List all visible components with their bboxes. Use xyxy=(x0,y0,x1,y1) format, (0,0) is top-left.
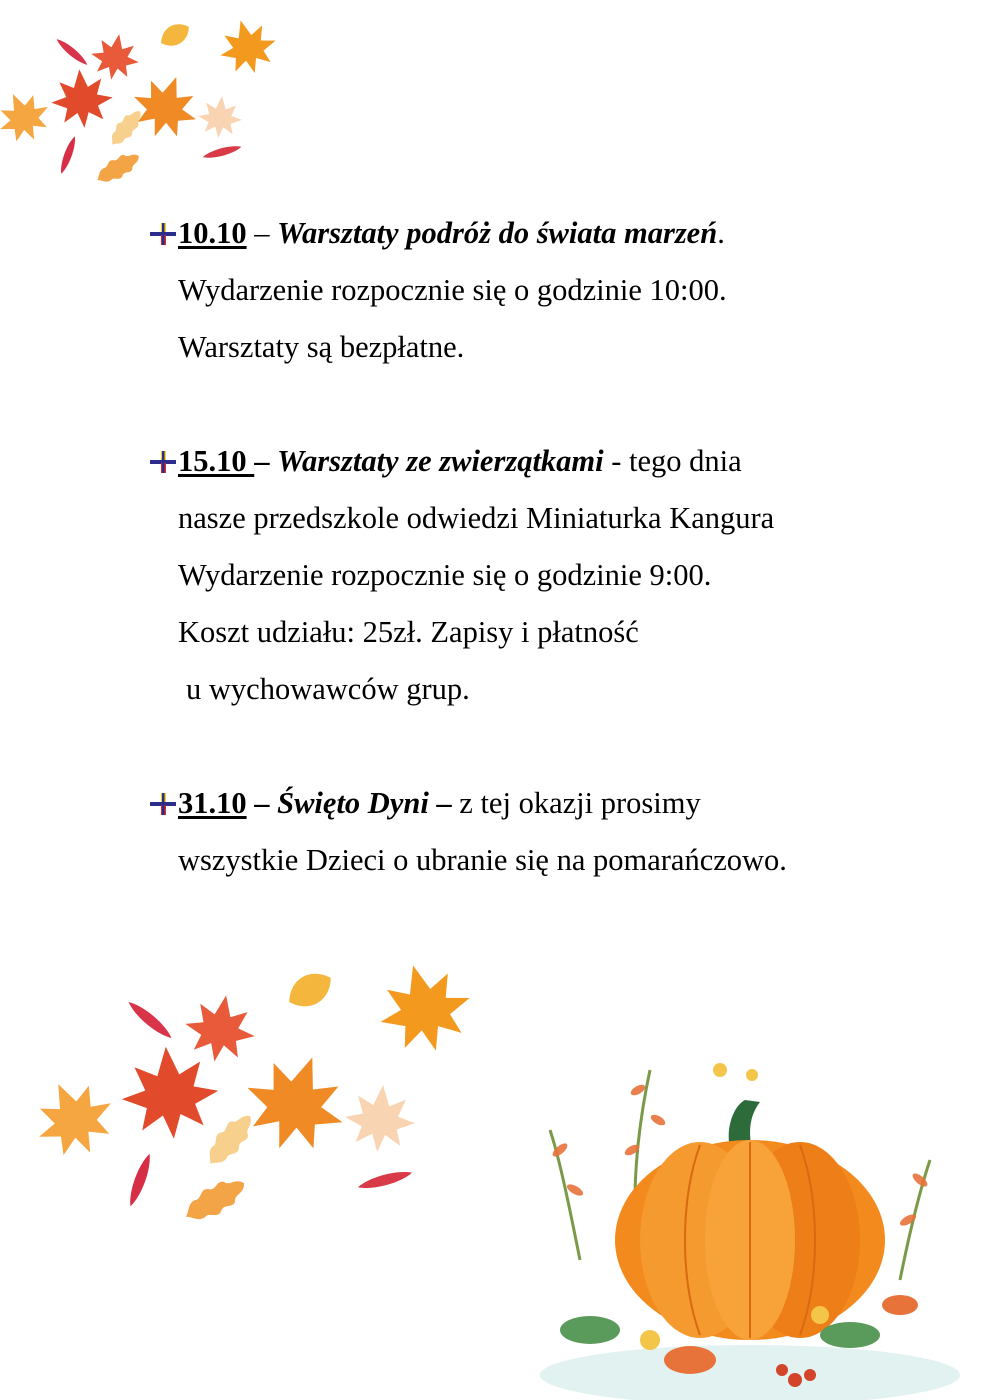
event-detail-line: Wydarzenie rozpocznie się o godzinie 9:00. xyxy=(178,558,712,592)
event-list xyxy=(150,205,910,946)
event-date: 15.10 xyxy=(178,444,255,478)
leaf-icon xyxy=(232,1040,360,1165)
pumpkin-illustration xyxy=(520,1030,980,1400)
leaf-icon xyxy=(368,953,480,1062)
leaf-icon xyxy=(49,67,115,131)
leaf-icon xyxy=(92,147,144,189)
plus-bullet-icon xyxy=(150,793,176,815)
event-heading xyxy=(150,205,910,262)
leaf-icon xyxy=(357,1168,414,1193)
leaf-icon xyxy=(58,135,79,175)
event-date: 10.10 xyxy=(178,216,247,250)
event-detail-line: Koszt udziału: 25zł. Zapisy i płatność xyxy=(178,615,639,649)
leaf-icon xyxy=(87,30,143,84)
event-detail-line: wszystkie Dzieci o ubranie się na pomarańczowo. xyxy=(178,843,787,877)
leaf-icon xyxy=(30,1067,126,1169)
event-dash: – xyxy=(246,786,278,820)
leaf-icon xyxy=(200,1108,260,1173)
leaf-icon xyxy=(118,1043,222,1143)
leaf-icon xyxy=(213,13,282,81)
event-heading xyxy=(150,433,910,490)
leaf-icon xyxy=(54,36,89,67)
event-detail-line: Warsztaty są bezpłatne. xyxy=(178,330,465,364)
event-title: Święto Dyni xyxy=(277,786,429,820)
plus-bullet-icon xyxy=(150,223,176,245)
leaf-icon xyxy=(125,998,175,1042)
event-detail-line: Wydarzenie rozpocznie się o godzinie 10:00. xyxy=(178,273,727,307)
event-title: Warsztaty podróż do świata marzeń xyxy=(277,216,718,250)
leaf-icon xyxy=(105,106,147,151)
event-item xyxy=(150,433,910,718)
event-date: 31.10 xyxy=(178,786,247,820)
leaf-icon xyxy=(202,143,243,161)
event-title-tail: . xyxy=(717,216,725,250)
autumn-leaves-bottom-illustration xyxy=(30,935,490,1235)
event-heading xyxy=(150,775,910,832)
pumpkin-icon xyxy=(615,1100,885,1340)
leaf-icon xyxy=(124,66,208,148)
event-item xyxy=(150,775,910,889)
leaf-icon xyxy=(156,19,193,52)
leaf-icon xyxy=(0,83,58,151)
event-detail-line: nasze przedszkole odwiedzi Miniaturka Kangura xyxy=(178,501,775,535)
event-title: Warsztaty ze zwierzątkami xyxy=(277,444,604,478)
leaf-icon xyxy=(125,1152,154,1208)
leaf-icon xyxy=(196,94,243,140)
leaf-icon xyxy=(180,989,261,1067)
leaf-icon xyxy=(179,1171,251,1229)
event-item xyxy=(150,205,910,376)
event-dash: – xyxy=(254,444,278,478)
plus-bullet-icon xyxy=(150,451,176,473)
leaf-icon xyxy=(342,1082,418,1155)
event-title-tail: - tego dnia xyxy=(603,444,742,478)
event-detail-line: u wychowawców grup. xyxy=(186,672,470,706)
event-dash: – xyxy=(246,216,278,250)
event-title-tail: – z tej okazji prosimy xyxy=(428,786,701,820)
autumn-leaves-top-illustration xyxy=(0,0,300,200)
leaf-icon xyxy=(282,965,339,1015)
